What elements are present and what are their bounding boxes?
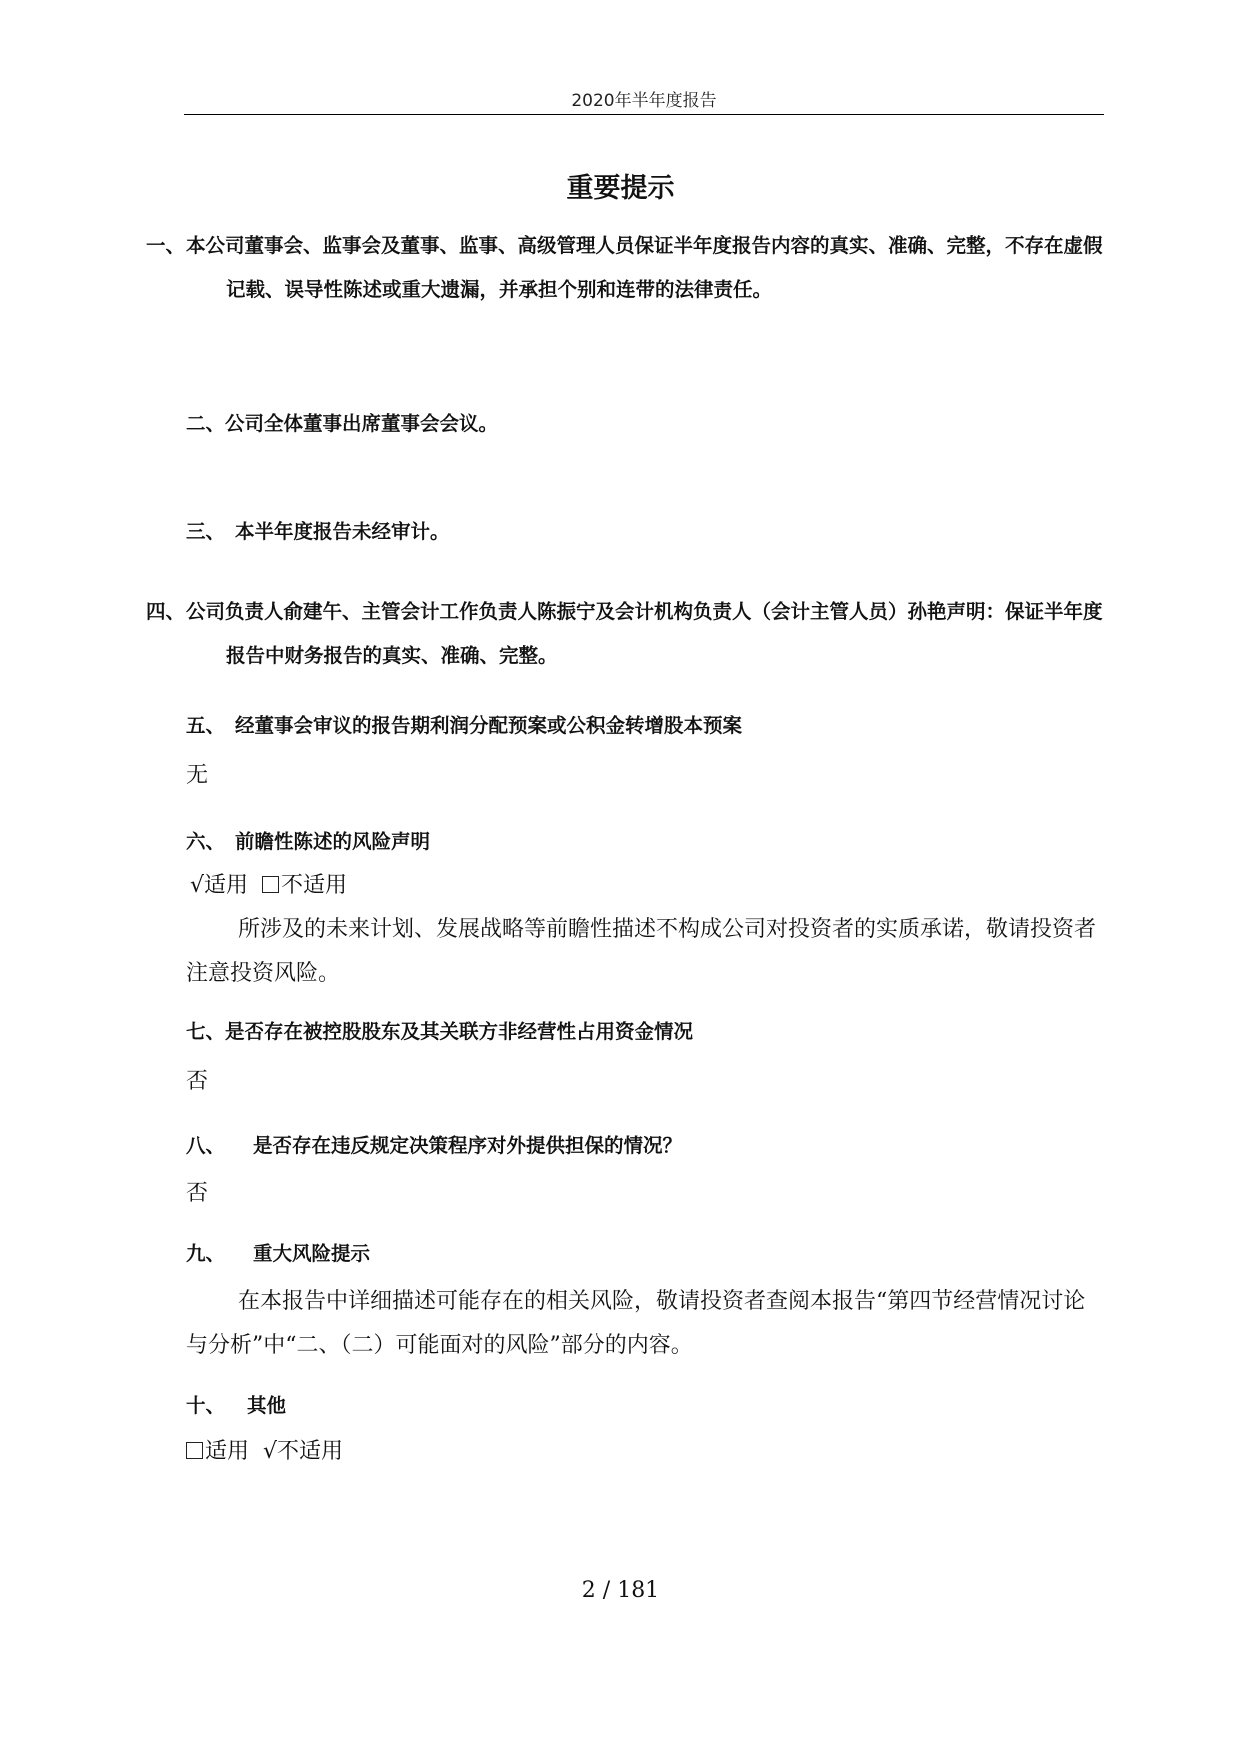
header-divider: [184, 114, 1104, 115]
item-text: 其他: [247, 1394, 287, 1417]
item-text: 本半年度报告未经审计。: [235, 520, 450, 543]
page-number: 2 / 181: [581, 1578, 660, 1603]
item-number: 六、: [186, 830, 226, 853]
item-heading: 一、本公司董事会、监事会及董事、监事、高级管理人员保证半年度报告内容的真实、准确、完整，不存在虚假记载、误导性陈述或重大遗漏，并承担个别和连带的法律责任。: [146, 234, 1103, 301]
applicability-choice: [186, 864, 1104, 908]
item-heading: [186, 510, 1104, 554]
page-title: 重要提示: [566, 173, 675, 204]
item-text: 本公司董事会、监事会及董事、监事、高级管理人员保证半年度报告内容的真实、准确、完整，不存在虚假记载、误导性陈述或重大遗漏，并承担个别和连带的法律责任。: [186, 234, 1103, 301]
item-number: 十、: [186, 1394, 226, 1417]
notice-item-6: [186, 820, 1104, 996]
choice-applicable: √适用: [190, 873, 249, 898]
notice-item-7: [186, 1010, 1104, 1104]
choice-applicable: 适用: [205, 1439, 250, 1464]
item-body: 所涉及的未来计划、发展战略等前瞻性描述不构成公司对投资者的实质承诺，敬请投资者注意投资风险。: [186, 917, 1097, 986]
item-text: 公司全体董事出席董事会会议。: [225, 412, 499, 435]
item-number: 八、: [186, 1134, 226, 1157]
item-text: 是否存在被控股股东及其关联方非经营性占用资金情况: [225, 1020, 694, 1043]
applicability-choice: [186, 1430, 1104, 1474]
item-text: 前瞻性陈述的风险声明: [235, 830, 431, 853]
notice-item-2: [186, 402, 1104, 446]
notice-item-10: [186, 1384, 1104, 1474]
notice-item-1: [146, 224, 1104, 312]
notice-item-4: [146, 590, 1104, 678]
item-number: 七、: [186, 1020, 226, 1043]
item-text: 经董事会审议的报告期利润分配预案或公积金转增股本预案: [235, 714, 743, 737]
item-number: 九、: [186, 1242, 226, 1265]
choice-not-applicable: √不适用: [263, 1439, 344, 1464]
item-heading: [186, 1124, 1104, 1168]
item-heading: [186, 1010, 1104, 1054]
notice-item-3: [186, 510, 1104, 554]
item-answer: 无: [186, 763, 209, 788]
item-text: 公司负责人俞建午、主管会计工作负责人陈振宁及会计机构负责人（会计主管人员）孙艳声明：保证半年度报告中财务报告的真实、准确、完整。: [186, 600, 1103, 667]
item-heading: [186, 820, 1104, 864]
checkbox-icon: [186, 1442, 203, 1459]
item-answer: 否: [186, 1181, 209, 1206]
item-text: 是否存在违反规定决策程序对外提供担保的情况？: [253, 1134, 683, 1157]
running-header: 2020年半年度报告: [571, 91, 717, 111]
item-heading: [186, 1384, 1104, 1428]
item-number: 二、: [186, 412, 226, 435]
item-answer: 否: [186, 1069, 209, 1094]
item-body: 在本报告中详细描述可能存在的相关风险，敬请投资者查阅本报告“第四节经营情况讨论与分析”中“二、（二）可能面对的风险”部分的内容。: [186, 1289, 1086, 1358]
choice-not-applicable: 不适用: [281, 873, 348, 898]
notice-item-5: [186, 704, 1104, 798]
item-text: 重大风险提示: [253, 1242, 371, 1265]
checkbox-icon: [262, 876, 279, 893]
item-heading: [186, 1232, 1104, 1276]
item-number: 三、: [186, 520, 226, 543]
notice-item-8: [186, 1124, 1104, 1216]
item-heading: [186, 402, 1104, 446]
item-heading: [186, 704, 1104, 748]
item-number: 五、: [186, 714, 226, 737]
item-heading: 四、公司负责人俞建午、主管会计工作负责人陈振宁及会计机构负责人（会计主管人员）孙艳声明：保证半年度报告中财务报告的真实、准确、完整。: [146, 600, 1103, 667]
notice-item-9: [186, 1232, 1104, 1368]
